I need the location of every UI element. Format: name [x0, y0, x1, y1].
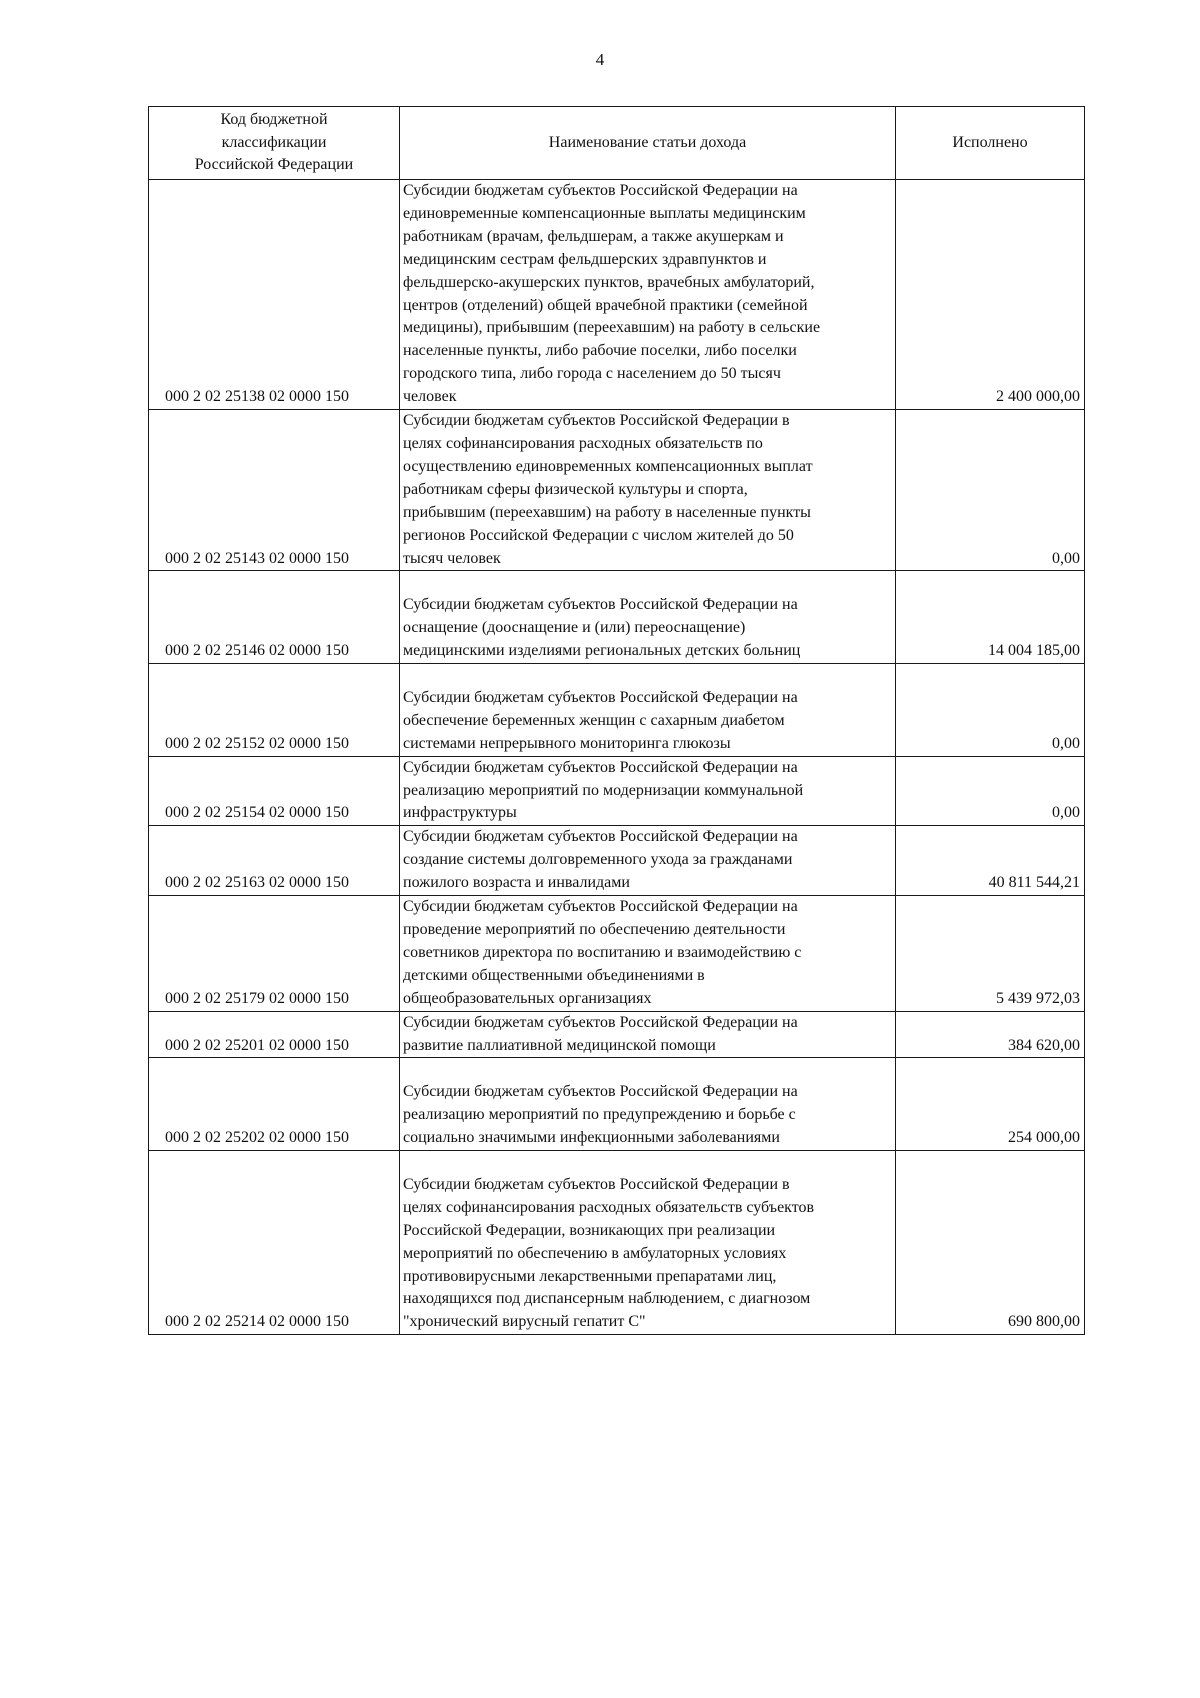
income-name-cell — [400, 1151, 896, 1335]
table-row — [149, 571, 1085, 664]
table-row — [149, 664, 1085, 757]
budget-code-cell: 000 2 02 25143 02 0000 150 — [149, 410, 400, 571]
income-name-line: населенные пункты, либо рабочие поселки, либо поселки — [403, 342, 797, 360]
income-name-line: человек — [403, 388, 457, 406]
income-name-line: инфраструктуры — [403, 804, 517, 822]
executed-amount-cell: 0,00 — [896, 410, 1085, 571]
income-name-line: работникам сферы физической культуры и спорта, — [403, 480, 748, 498]
income-name-line: Субсидии бюджетам субъектов Российской Федерации на — [403, 688, 798, 706]
executed-amount-cell: 254 000,00 — [896, 1058, 1085, 1151]
income-name-line: регионов Российской Федерации с числом жителей до 50 — [403, 526, 794, 544]
budget-code-cell: 000 2 02 25163 02 0000 150 — [149, 826, 400, 896]
income-name-line: социально значимыми инфекционными заболеваниями — [403, 1129, 780, 1147]
income-name-line: находящихся под диспансерным наблюдением, с диагнозом — [403, 1290, 811, 1308]
budget-code-cell: 000 2 02 25146 02 0000 150 — [149, 571, 400, 664]
income-name-line: развитие паллиативной медицинской помощи — [403, 1036, 716, 1054]
income-name-line: пожилого возраста и инвалидами — [403, 874, 630, 892]
income-name-line: центров (отделений) общей врачебной практики (семейной — [403, 296, 808, 314]
income-name-line: медицинским сестрам фельдшерских здравпунктов и — [403, 250, 767, 268]
income-name-cell — [400, 896, 896, 1012]
budget-code-cell: 000 2 02 25152 02 0000 150 — [149, 664, 400, 757]
income-name-line: реализацию мероприятий по модернизации коммунальной — [403, 781, 804, 799]
header-budget-code — [149, 107, 400, 180]
income-name-line: противовирусными лекарственными препаратами лиц, — [403, 1267, 777, 1285]
income-name-line: советников директора по воспитанию и взаимодействию с — [403, 943, 802, 961]
income-name-line: детскими общественными объединениями в — [403, 966, 705, 984]
income-name-line: реализацию мероприятий по предупреждению и борьбе с — [403, 1106, 796, 1124]
executed-amount-cell: 690 800,00 — [896, 1151, 1085, 1335]
executed-amount-cell: 0,00 — [896, 664, 1085, 757]
income-name-line: городского типа, либо города с населением до 50 тысяч — [403, 365, 781, 383]
budget-code-cell: 000 2 02 25201 02 0000 150 — [149, 1011, 400, 1058]
income-name-line: общеобразовательных организациях — [403, 989, 652, 1007]
income-name-line: обеспечение беременных женщин с сахарным диабетом — [403, 711, 785, 729]
income-name-line: "хронический вирусный гепатит С" — [403, 1313, 646, 1331]
budget-code-cell: 000 2 02 25154 02 0000 150 — [149, 756, 400, 826]
table-row — [149, 826, 1085, 896]
income-name-line: Субсидии бюджетам субъектов Российской Федерации на — [403, 828, 798, 846]
table-row — [149, 896, 1085, 1012]
income-name-cell — [400, 664, 896, 757]
blank-line — [403, 1151, 893, 1174]
income-name-line: оснащение (дооснащение и (или) переоснащение) — [403, 619, 746, 637]
header-code-line: Российской Федерации — [194, 156, 354, 174]
budget-income-table — [148, 106, 1085, 1335]
income-name-line: системами непрерывного мониторинга глюкозы — [403, 734, 731, 752]
income-name-cell — [400, 180, 896, 410]
table-row — [149, 1151, 1085, 1335]
page-number: 4 — [595, 50, 605, 69]
table-row — [149, 1058, 1085, 1151]
table-row — [149, 410, 1085, 571]
income-name-line: Субсидии бюджетам субъектов Российской Федерации на — [403, 1083, 798, 1101]
income-name-line: единовременные компенсационные выплаты медицинским — [403, 204, 806, 222]
executed-amount-cell: 5 439 972,03 — [896, 896, 1085, 1012]
income-name-cell — [400, 826, 896, 896]
income-name-cell — [400, 1011, 896, 1058]
income-name-cell — [400, 571, 896, 664]
income-name-line: медицинскими изделиями региональных детских больниц — [403, 642, 801, 660]
executed-amount-cell: 14 004 185,00 — [896, 571, 1085, 664]
income-name-line: Субсидии бюджетам субъектов Российской Федерации на — [403, 596, 798, 614]
table-row — [149, 180, 1085, 410]
income-name-line: целях софинансирования расходных обязательств субъектов — [403, 1198, 815, 1216]
executed-amount-cell: 384 620,00 — [896, 1011, 1085, 1058]
budget-code-cell: 000 2 02 25179 02 0000 150 — [149, 896, 400, 1012]
header-code-line: Код бюджетной — [220, 110, 328, 128]
income-name-line: Российской Федерации, возникающих при реализации — [403, 1221, 776, 1239]
budget-code-cell: 000 2 02 25214 02 0000 150 — [149, 1151, 400, 1335]
income-name-line: мероприятий по обеспечению в амбулаторных условиях — [403, 1244, 787, 1262]
income-name-line: прибывшим (переехавшим) на работу в населенные пункты — [403, 503, 811, 521]
table-row — [149, 756, 1085, 826]
header-executed: Исполнено — [896, 107, 1085, 180]
table-body — [149, 180, 1085, 1335]
income-name-line: целях софинансирования расходных обязательств по — [403, 434, 763, 452]
table-row — [149, 1011, 1085, 1058]
blank-line — [403, 664, 893, 687]
income-name-line: Субсидии бюджетам субъектов Российской Федерации в — [403, 412, 790, 430]
budget-code-cell: 000 2 02 25202 02 0000 150 — [149, 1058, 400, 1151]
income-name-line: тысяч человек — [403, 549, 501, 567]
income-name-cell — [400, 410, 896, 571]
income-name-line: Субсидии бюджетам субъектов Российской Федерации на — [403, 1013, 798, 1031]
executed-amount-cell: 40 811 544,21 — [896, 826, 1085, 896]
income-name-cell — [400, 1058, 896, 1151]
income-name-line: Субсидии бюджетам субъектов Российской Федерации в — [403, 1175, 790, 1193]
income-name-line: работникам (врачам, фельдшерам, а также акушеркам и — [403, 227, 784, 245]
income-name-cell — [400, 756, 896, 826]
budget-code-cell: 000 2 02 25138 02 0000 150 — [149, 180, 400, 410]
income-name-line: осуществлению единовременных компенсационных выплат — [403, 457, 813, 475]
executed-amount-cell: 2 400 000,00 — [896, 180, 1085, 410]
income-name-line: фельдшерско-акушерских пунктов, врачебных амбулаторий, — [403, 273, 815, 291]
income-name-line: медицины), прибывшим (переехавшим) на работу в сельские — [403, 319, 821, 337]
income-name-line: создание системы долговременного ухода за гражданами — [403, 851, 793, 869]
executed-amount-cell: 0,00 — [896, 756, 1085, 826]
blank-line — [403, 571, 893, 594]
blank-line — [403, 1058, 893, 1081]
income-name-line: Субсидии бюджетам субъектов Российской Федерации на — [403, 898, 798, 916]
header-income-name: Наименование статьи дохода — [400, 107, 896, 180]
table-header-row — [149, 107, 1085, 180]
income-name-line: Субсидии бюджетам субъектов Российской Федерации на — [403, 182, 798, 199]
income-name-line: проведение мероприятий по обеспечению деятельности — [403, 920, 786, 938]
income-name-line: Субсидии бюджетам субъектов Российской Федерации на — [403, 758, 798, 776]
header-code-line: классификации — [221, 133, 327, 151]
